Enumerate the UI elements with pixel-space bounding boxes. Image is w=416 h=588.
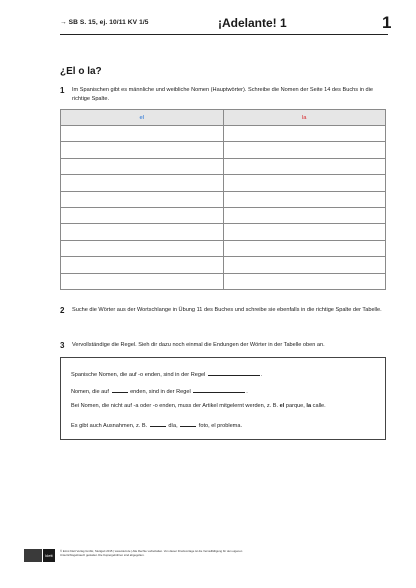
noun-table [60,109,386,290]
table-row [61,158,386,174]
table-row [61,191,386,207]
book-title: ¡Adelante! 1 [218,16,287,30]
la-cell[interactable] [223,191,386,207]
header-divider [60,34,388,35]
publisher-logo-icon [24,549,42,562]
el-cell[interactable] [61,158,224,174]
table-row [61,142,386,158]
la-cell[interactable] [223,273,386,289]
answer-blank[interactable] [112,386,128,393]
rule-line-1: Spanische Nomen, die auf -o enden, sind in der Regel . [71,369,262,378]
page-title: ¿El o la? [60,66,102,77]
task-3-text: Vervollständige die Regel. Sieh dir dazu noch einmal die Endungen der Wörter in der Tabelle oben an. [72,342,325,348]
el-cell[interactable] [61,257,224,273]
el-cell[interactable] [61,207,224,223]
el-cell[interactable] [61,126,224,142]
answer-blank[interactable] [193,386,245,393]
el-cell[interactable] [61,142,224,158]
el-cell[interactable] [61,273,224,289]
rules-box [60,357,386,440]
la-cell[interactable] [223,257,386,273]
task-3-number: 3 [60,341,65,350]
table-row [61,240,386,256]
el-cell[interactable] [61,240,224,256]
unit-number: 1 [382,13,392,32]
copyright-notice: © Ernst Klett Verlag GmbH, Stuttgart 2015 | www.klett.de | Alle Rechte vorbehalten. Von dieser Druckvorlage ist die Vervielfältigung für den eigenen Unterrichtsgebrauch gestattet. Die Kopiergebühren sind abgegolten. [60,549,243,557]
la-cell[interactable] [223,142,386,158]
table-row [61,224,386,240]
la-cell[interactable] [223,175,386,191]
la-cell[interactable] [223,158,386,174]
table-row [61,257,386,273]
task-1-text: Im Spanischen gibt es männliche und weibliche Nomen (Hauptwörter). Schreibe die Nomen der Seite 14 des Buchs in die richtige Spalte. [72,87,373,102]
table-header-row [61,110,386,126]
rule-line-4: Es gibt auch Ausnahmen, z. B. día, foto, el problema. [71,420,242,429]
la-cell[interactable] [223,224,386,240]
column-header-la: la [223,110,386,126]
table-row [61,126,386,142]
task-1-number: 1 [60,86,65,95]
rule-line-3: Bei Nomen, die nicht auf -a oder -o enden, muss der Artikel mitgelernt werden, z. B. el parque, la calle. [71,403,326,409]
el-cell[interactable] [61,224,224,240]
column-header-el: el [61,110,224,126]
answer-blank[interactable] [208,369,260,376]
book-reference: → SB S. 15, ej. 10/11 KV 1/5 [60,19,149,26]
rule-line-2: Nomen, die auf enden, sind in der Regel . [71,386,248,395]
table-row [61,207,386,223]
la-cell[interactable] [223,207,386,223]
klett-logo-icon: klett [43,549,55,562]
el-cell[interactable] [61,191,224,207]
task-2-number: 2 [60,306,65,315]
table-row [61,175,386,191]
answer-blank[interactable] [150,420,166,427]
table-row [61,273,386,289]
el-cell[interactable] [61,175,224,191]
answer-blank[interactable] [180,420,196,427]
la-cell[interactable] [223,126,386,142]
task-2-text: Suche die Wörter aus der Wortschlange in Übung 11 des Buches und schreibe sie ebenfalls in die richtige Spalte der Tabelle. [72,307,382,313]
la-cell[interactable] [223,240,386,256]
